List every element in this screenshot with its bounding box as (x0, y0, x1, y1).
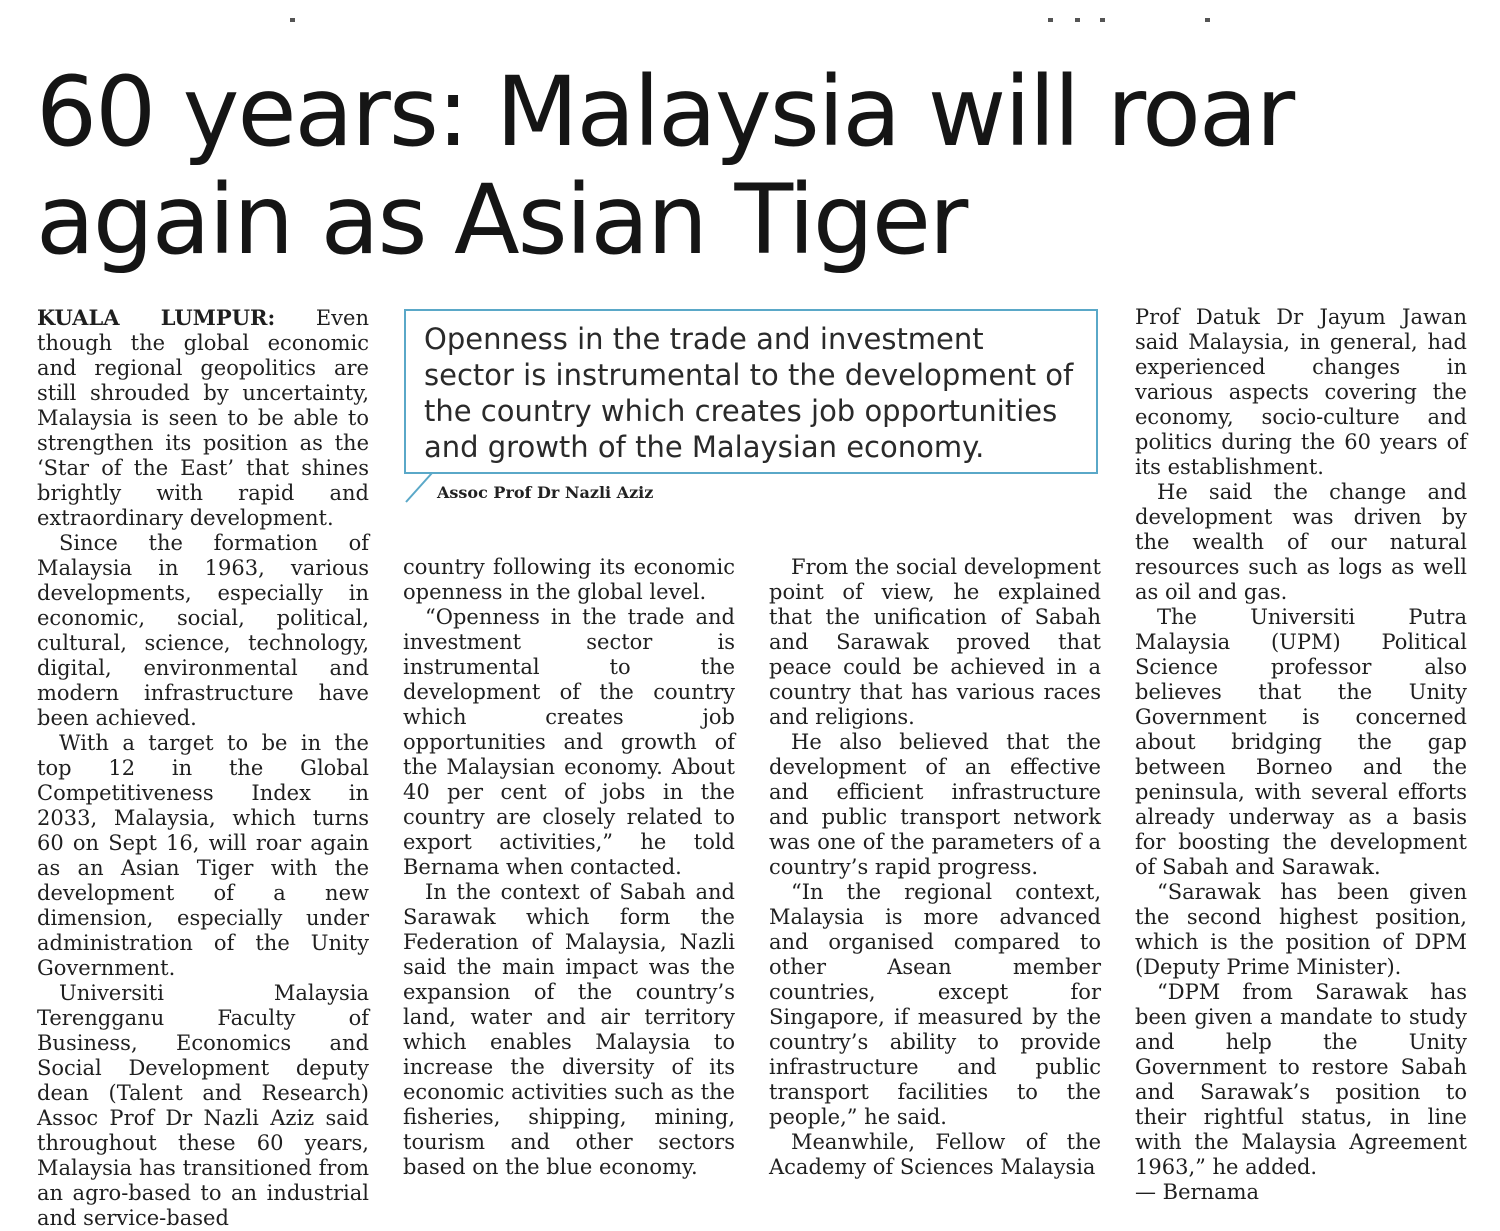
dateline: KUALA LUMPUR: (37, 305, 276, 330)
paragraph: “DPM from Sarawak has been given a mandate to study and help the Unity Government to restore Sabah and Sarawak’s position to their rightful status, in line with the Malaysia Agreement 1963,” he added. (1135, 980, 1467, 1179)
paragraph: Since the formation of Malaysia in 1963, various developments, especially in economic, social, political, cultural, science, technology, digital, environmental and modern infrastructure have been achieved. (37, 531, 369, 730)
byline: — Bernama (1135, 1180, 1260, 1204)
paragraph: The Universiti Putra Malaysia (UPM) Political Science professor also believes that the Unity Government is concerned about bridging the gap between Borneo and the peninsula, with several efforts already underway as a basis for boosting the development of Sabah and Sarawak. (1135, 605, 1467, 879)
paragraph: Universiti Malaysia Terengganu Faculty of Business, Economics and Social Development deputy dean (Talent and Research) Assoc Prof Dr Nazli Aziz said throughout these 60 years, Malaysia has transitioned from an agro-based to an industrial and service-based (37, 981, 369, 1230)
headline (36, 58, 1456, 274)
headline-line-1: 60 years: Malaysia will roar (36, 56, 1294, 168)
paragraph: Prof Datuk Dr Jayum Jawan said Malaysia, in general, had experienced changes in various aspects covering the economy, socio-culture and politics during the 60 years of its establishment. (1135, 305, 1467, 479)
pull-quote-text: Openness in the trade and investment sector is instrumental to the development of the country which creates job opportunities and growth of the Malaysian economy. (424, 322, 1074, 464)
paragraph: Meanwhile, Fellow of the Academy of Sciences Malaysia (769, 1130, 1101, 1179)
paragraph: country following its economic openness in the global level. (403, 555, 735, 604)
pull-quote-pointer-icon (404, 472, 434, 504)
paragraph: “In the regional context, Malaysia is more advanced and organised compared to other Asean member countries, except for Singapore, if measured by the country’s ability to provide infrastructure and public transport facilities to the people,” he said. (769, 880, 1101, 1129)
pull-quote (404, 309, 1098, 474)
headline-line-2: again as Asian Tiger (36, 164, 967, 276)
paragraph: He also believed that the development of an effective and efficient infrastructure and public transport network was one of the parameters of a country’s rapid progress. (769, 730, 1101, 879)
paragraph: KUALA LUMPUR: Even though the global economic and regional geopolitics are still shrouded by uncertainty, Malaysia is seen to be able to strengthen its position as the ‘Star of the East’ that shines brightly with rapid and extraordinary development. (37, 305, 369, 530)
pull-quote-credit: Assoc Prof Dr Nazli Aziz (437, 483, 654, 502)
article-column-1 (37, 305, 369, 1231)
paragraph: In the context of Sabah and Sarawak which form the Federation of Malaysia, Nazli said the main impact was the expansion of the country’s land, water and air territory which enables Malaysia to increase the diversity of its economic activities such as the fisheries, shipping, mining, tourism and other sectors based on the blue economy. (403, 880, 735, 1179)
article-column-2 (403, 555, 735, 1180)
paragraph: With a target to be in the top 12 in the Global Competitiveness Index in 2033, Malaysia, which turns 60 on Sept 16, will roar again as an Asian Tiger with the development of a new dimension, especially under administration of the Unity Government. (37, 731, 369, 980)
page-top-marks (0, 12, 1500, 24)
paragraph: “Sarawak has been given the second highest position, which is the position of DPM (Deputy Prime Minister). (1135, 880, 1467, 979)
paragraph: “Openness in the trade and investment sector is instrumental to the development of the country which creates job opportunities and growth of the Malaysian economy. About 40 per cent of jobs in the country are closely related to export activities,” he told Bernama when contacted. (403, 605, 735, 879)
article-column-3 (769, 555, 1101, 1180)
paragraph: He said the change and development was driven by the wealth of our natural resources such as logs as well as oil and gas. (1135, 480, 1467, 604)
article-column-4 (1135, 305, 1467, 1205)
paragraph: From the social development point of view, he explained that the unification of Sabah and Sarawak proved that peace could be achieved in a country that has various races and religions. (769, 555, 1101, 729)
